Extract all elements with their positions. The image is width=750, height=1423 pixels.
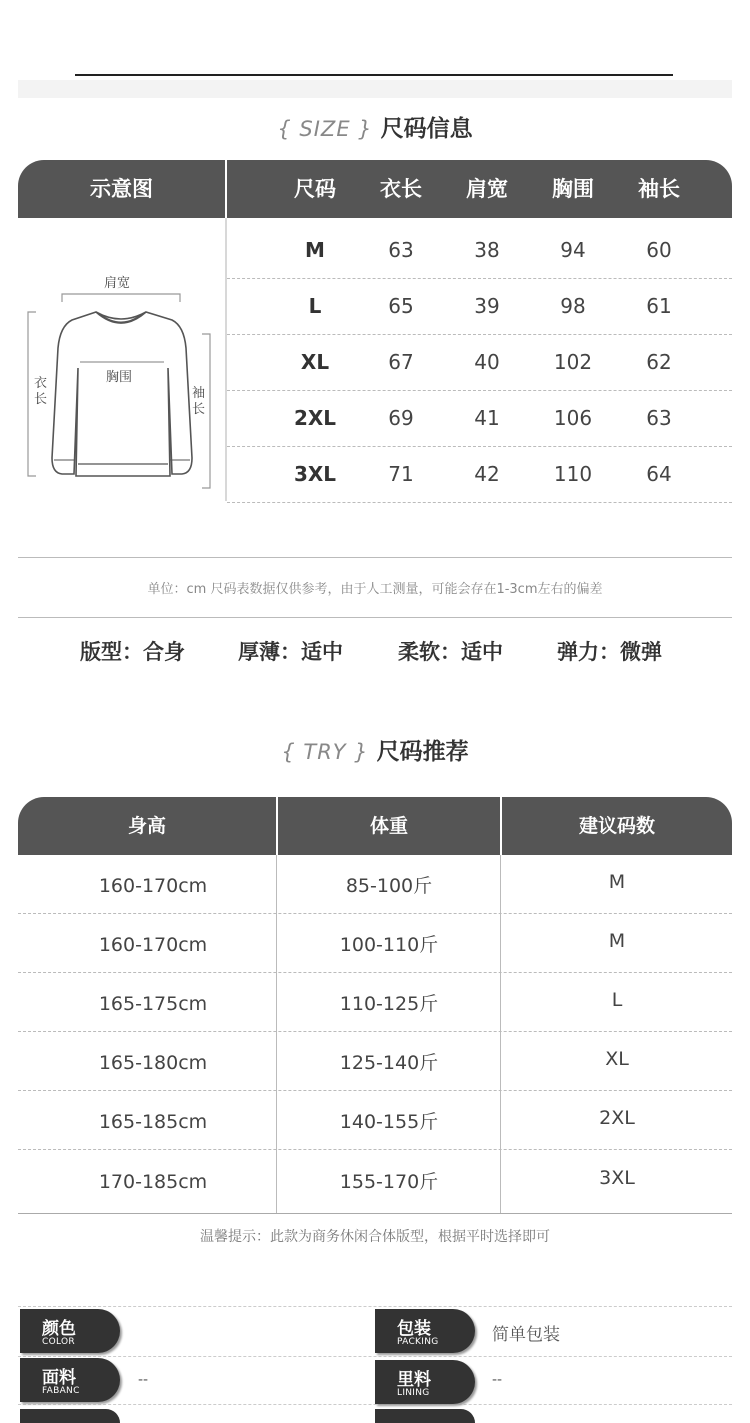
shoulder-cell: 42 bbox=[474, 462, 500, 486]
divider bbox=[18, 617, 732, 618]
size-cell: L bbox=[308, 294, 322, 318]
try-title-en: { TRY } bbox=[281, 740, 369, 764]
sleeve-cell: 61 bbox=[646, 294, 672, 318]
sleeve-cell: 63 bbox=[646, 406, 672, 430]
chest-cell: 102 bbox=[553, 350, 593, 374]
col-header: 袖长 bbox=[638, 177, 680, 201]
col-header: 胸围 bbox=[552, 177, 594, 201]
size-cell: M bbox=[608, 871, 626, 893]
size-cell: XL bbox=[605, 1048, 629, 1070]
weight-cell: 110-125斤 bbox=[339, 993, 439, 1015]
rec-table-header bbox=[18, 797, 732, 855]
height-cell: 165-185cm bbox=[98, 1111, 208, 1133]
size-cell: 3XL bbox=[599, 1167, 635, 1189]
size-cell: M bbox=[305, 238, 325, 262]
color-tag: 颜色 COLOR bbox=[20, 1309, 120, 1353]
height-cell: 160-170cm bbox=[98, 875, 208, 897]
rec-table-body bbox=[18, 855, 732, 1214]
packing-tag: 包装 PACKING bbox=[375, 1309, 475, 1353]
sleeve-cell: 60 bbox=[646, 238, 672, 262]
col-header: 肩宽 bbox=[466, 177, 508, 201]
height-cell: 165-180cm bbox=[98, 1052, 208, 1074]
size-cell: L bbox=[611, 989, 623, 1011]
lining-tag: 里料 LINING bbox=[375, 1360, 475, 1404]
divider bbox=[18, 1306, 732, 1308]
col-header-weight: 体重 bbox=[369, 815, 408, 837]
size-row bbox=[227, 222, 732, 279]
size-title-cn: 尺码信息 bbox=[380, 116, 473, 142]
divider bbox=[18, 557, 732, 558]
shoulder-label: 肩宽 bbox=[104, 276, 131, 291]
rec-row bbox=[18, 1151, 732, 1209]
size-cell: XL bbox=[300, 350, 330, 374]
shoulder-cell: 41 bbox=[474, 406, 500, 430]
cropped-tag bbox=[375, 1409, 475, 1423]
fabric-value: -- bbox=[138, 1372, 149, 1388]
chest-cell: 98 bbox=[560, 294, 586, 318]
size-cell: M bbox=[608, 930, 626, 952]
length-cell: 63 bbox=[388, 238, 414, 262]
chest-cell: 94 bbox=[560, 238, 586, 262]
chest-label: 胸围 bbox=[106, 370, 133, 385]
size-title-en: { SIZE } bbox=[277, 117, 373, 141]
weight-cell: 125-140斤 bbox=[339, 1052, 439, 1074]
col-header: 衣长 bbox=[380, 177, 422, 201]
sleeve-cell: 64 bbox=[646, 462, 672, 486]
length-cell: 71 bbox=[388, 462, 414, 486]
height-cell: 160-170cm bbox=[98, 934, 208, 956]
size-row bbox=[227, 446, 732, 503]
try-title-cn: 尺码推荐 bbox=[376, 739, 469, 765]
length-cell: 69 bbox=[388, 406, 414, 430]
header-divider bbox=[225, 160, 227, 218]
size-table-header bbox=[18, 160, 732, 218]
cropped-tag bbox=[20, 1409, 120, 1423]
col-header-size: 建议码数 bbox=[578, 815, 655, 837]
divider bbox=[18, 1356, 732, 1358]
weight-cell: 100-110斤 bbox=[339, 934, 439, 956]
spec-thickness: 厚薄：适中 bbox=[238, 640, 343, 664]
rec-row bbox=[18, 1032, 732, 1091]
length-cell: 67 bbox=[388, 350, 414, 374]
weight-cell: 85-100斤 bbox=[345, 875, 433, 897]
try-section-title bbox=[0, 733, 750, 766]
lining-value: -- bbox=[492, 1372, 503, 1388]
size-cell: 3XL bbox=[293, 462, 337, 486]
height-cell: 170-185cm bbox=[98, 1171, 208, 1193]
spec-softness: 柔软：适中 bbox=[398, 640, 503, 664]
size-row bbox=[227, 278, 732, 335]
shoulder-cell: 39 bbox=[474, 294, 500, 318]
col-header: 尺码 bbox=[294, 177, 336, 201]
length-cell: 65 bbox=[388, 294, 414, 318]
rec-row bbox=[18, 973, 732, 1032]
chest-cell: 106 bbox=[553, 406, 593, 430]
spec-fit: 版型：合身 bbox=[80, 640, 185, 664]
tip-note: 温馨提示：此款为商务休闲合体版型，根据平时选择即可 bbox=[200, 1229, 550, 1245]
unit-note: 单位：cm 尺码表数据仅供参考，由于人工测量，可能会存在1-3cm左右的偏差 bbox=[147, 582, 603, 597]
sleeve-label: 袖长 bbox=[192, 386, 206, 417]
divider bbox=[18, 1404, 732, 1406]
size-section-title bbox=[0, 110, 750, 143]
top-band bbox=[18, 80, 732, 98]
col-header-height: 身高 bbox=[127, 815, 166, 837]
length-label: 衣长 bbox=[34, 376, 48, 407]
spec-row bbox=[0, 636, 750, 670]
sweatshirt-diagram bbox=[22, 268, 222, 498]
packing-value: 简单包装 bbox=[492, 1325, 560, 1345]
shoulder-cell: 38 bbox=[474, 238, 500, 262]
shoulder-cell: 40 bbox=[474, 350, 500, 374]
top-divider bbox=[75, 74, 673, 76]
fabric-tag: 面料 FABANC bbox=[20, 1358, 120, 1402]
weight-cell: 140-155斤 bbox=[339, 1111, 439, 1133]
spec-elasticity: 弹力：微弹 bbox=[557, 640, 662, 664]
size-row bbox=[227, 334, 732, 391]
size-row bbox=[227, 390, 732, 447]
size-cell: 2XL bbox=[293, 406, 337, 430]
height-cell: 165-175cm bbox=[98, 993, 208, 1015]
rec-row bbox=[18, 1091, 732, 1150]
size-cell: 2XL bbox=[599, 1107, 635, 1129]
sleeve-cell: 62 bbox=[646, 350, 672, 374]
diagram-header: 示意图 bbox=[90, 177, 153, 201]
rec-row bbox=[18, 855, 732, 914]
chest-cell: 110 bbox=[553, 462, 593, 486]
rec-row bbox=[18, 914, 732, 973]
weight-cell: 155-170斤 bbox=[339, 1171, 439, 1193]
